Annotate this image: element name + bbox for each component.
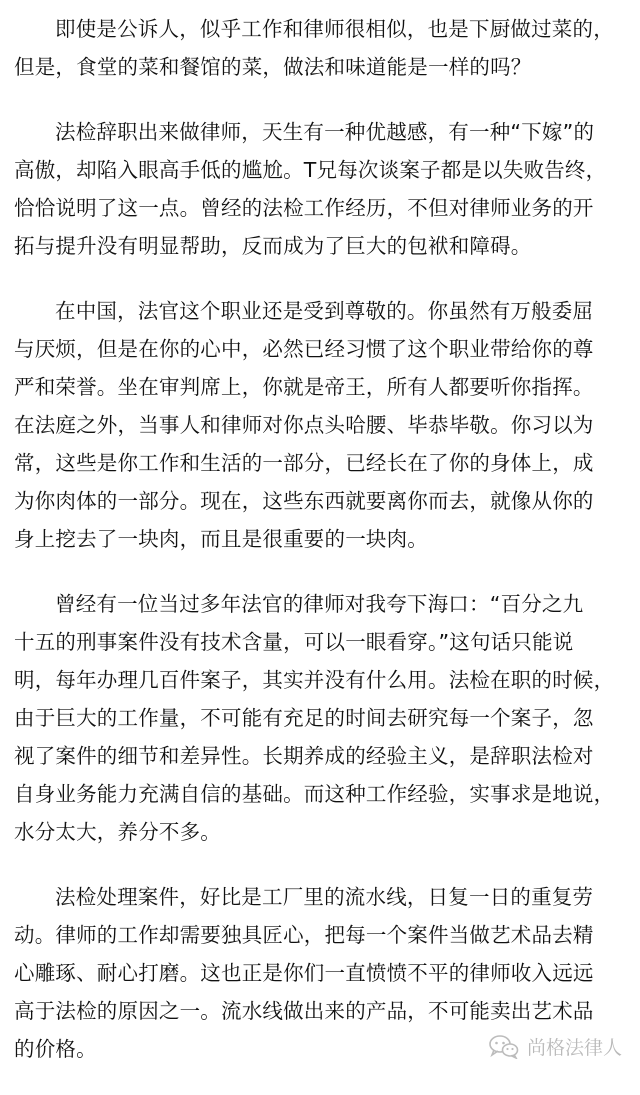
text-line: 即使是公诉人，似乎工作和律师很相似，也是下厨做过菜的，	[55, 17, 614, 41]
text-line: 心雕琢、耐心打磨。这也正是你们一直愤愤不平的律师收入远远	[14, 961, 594, 985]
text-line: 身上挖去了一块肉，而且是很重要的一块肉。	[14, 527, 428, 551]
text-line: 明，每年办理几百件案子，其实并没有什么用。法检在职的时候，	[14, 668, 615, 692]
text-line: 十五的刑事案件没有技术含量，可以一眼看穿。”这句话只能说	[14, 630, 574, 654]
text-line: 恰恰说明了这一点。曾经的法检工作经历，不但对律师业务的开	[14, 196, 594, 220]
text-line: 高傲，却陷入眼高手低的尴尬。T兄每次谈案子都是以失败告终，	[14, 158, 607, 182]
watermark-text: 尚格法律人	[526, 1037, 622, 1059]
wechat-icon	[489, 1035, 519, 1059]
text-line: 法检辞职出来做律师，天生有一种优越感，有一种“下嫁”的	[55, 120, 595, 144]
text-line: 在法庭之外，当事人和律师对你点头哈腰、毕恭毕敬。你习以为	[14, 413, 594, 437]
text-line: 但是，食堂的菜和餐馆的菜，做法和味道能是一样的吗？	[14, 55, 532, 79]
text-line: 视了案件的细节和差异性。长期养成的经验主义，是辞职法检对	[14, 744, 594, 768]
paragraph-3	[14, 292, 628, 558]
text-line: 高于法检的原因之一。流水线做出来的产品，不可能卖出艺术品	[14, 999, 594, 1023]
text-line: 拓与提升没有明显帮助，反而成为了巨大的包袱和障碍。	[14, 234, 532, 258]
text-line: 曾经有一位当过多年法官的律师对我夸下海口：“百分之九	[55, 592, 584, 616]
text-line: 动。律师的工作却需要独具匠心，把每一个案件当做艺术品去精	[14, 923, 594, 947]
text-line: 为你肉体的一部分。现在，这些东西就要离你而去，就像从你的	[14, 489, 594, 513]
text-line: 与厌烦，但是在你的心中，必然已经习惯了这个职业带给你的尊	[14, 337, 594, 361]
text-line: 由于巨大的工作量，不可能有充足的时间去研究每一个案子，忽	[14, 706, 594, 730]
article-body	[14, 10, 628, 1095]
text-line: 常，这些是你工作和生活的一部分，已经长在了你的身体上，成	[14, 451, 594, 475]
text-line: 严和荣誉。坐在审判席上，你就是帝王，所有人都要听你指挥。	[14, 375, 594, 399]
paragraph-2	[14, 113, 628, 265]
text-line: 的价格。	[14, 1037, 97, 1061]
paragraph-1	[14, 10, 628, 86]
text-line: 在中国，法官这个职业还是受到尊敬的。你虽然有万般委屈	[55, 299, 594, 323]
watermark	[489, 1033, 622, 1060]
text-line: 自身业务能力充满自信的基础。而这种工作经验，实事求是地说，	[14, 782, 615, 806]
text-line: 水分太大，养分不多。	[14, 820, 221, 844]
paragraph-4	[14, 585, 628, 851]
text-line: 法检处理案件，好比是工厂里的流水线，日复一日的重复劳	[55, 885, 594, 909]
